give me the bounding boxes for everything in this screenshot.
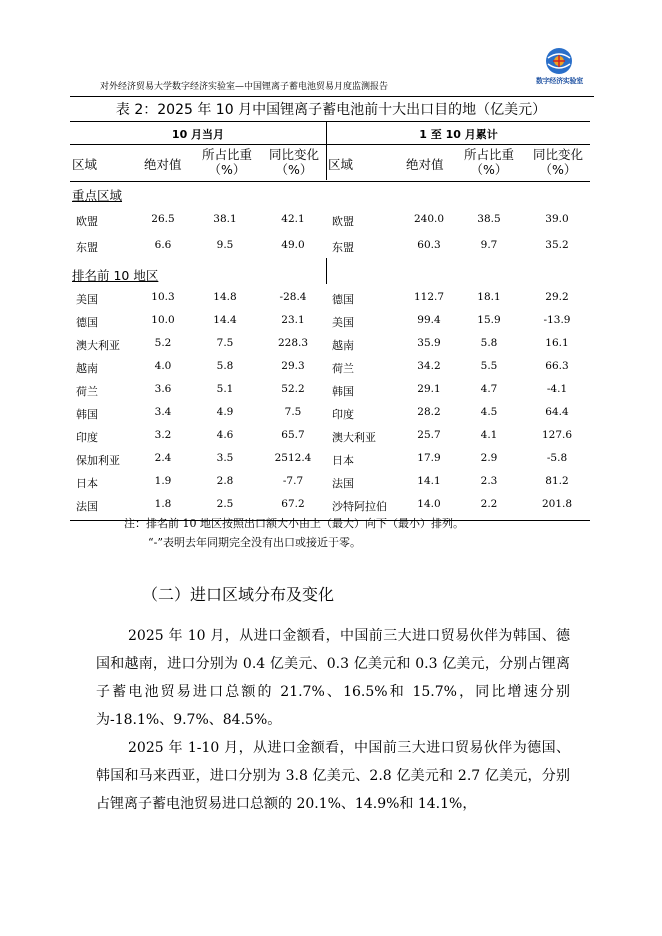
value-cell: 17.9	[417, 452, 441, 464]
group-left-header: 10 月当月	[171, 128, 225, 141]
value-cell: 35.2	[545, 239, 569, 251]
column-header-row	[70, 145, 590, 182]
region-name: 德国	[332, 293, 354, 306]
region-name: 日本	[76, 477, 98, 490]
table-row	[70, 309, 590, 332]
value-cell: 38.5	[477, 213, 501, 225]
region-name: 印度	[332, 408, 354, 421]
value-cell: 60.3	[417, 239, 441, 251]
value-cell: 42.1	[281, 213, 305, 225]
value-cell: 3.4	[154, 406, 172, 418]
value-cell: 99.4	[417, 314, 441, 326]
value-cell: 6.6	[154, 239, 172, 251]
value-cell: 34.2	[417, 360, 441, 372]
region-name: 韩国	[76, 408, 98, 421]
paragraph: 2025 年 1-10 月，从进口金额看，中国前三大进口贸易伙伴为德国、韩国和马来西亚，进口分别为 3.8 亿美元、2.8 亿美元和 2.7 亿美元，分别占锂离子蓄电池贸易进口总额的 20.1%、14.9%和 14.1%，	[96, 740, 570, 812]
value-cell: 64.4	[545, 406, 569, 418]
col-yoy: 同比变化 （%）	[532, 147, 583, 177]
col-abs: 绝对值	[406, 157, 444, 172]
value-cell: 2.9	[480, 452, 498, 464]
region-name: 法国	[76, 500, 98, 513]
table-row	[70, 424, 590, 447]
value-cell: 4.6	[216, 429, 234, 441]
region-name: 东盟	[76, 241, 98, 254]
page-header	[70, 72, 594, 97]
value-cell: 2.5	[216, 498, 234, 510]
value-cell: 2.4	[154, 452, 172, 464]
value-cell: 67.2	[281, 498, 305, 510]
paragraph: 2025 年 10 月，从进口金额看，中国前三大进口贸易伙伴为韩国、德国和越南，进口分别为 0.4 亿美元、0.3 亿美元和 0.3 亿美元，分别占锂离子蓄电池贸易进口总额的 21.7%、16.5%和 15.7%，同比增速分别为-18.1%、9.7%、84.5%。	[96, 628, 570, 728]
value-cell: -4.1	[546, 383, 568, 395]
value-cell: 2.8	[216, 475, 234, 487]
table-row	[70, 493, 590, 516]
group-right-header: 1 至 10 月累计	[419, 128, 498, 141]
value-cell: 15.9	[477, 314, 501, 326]
value-cell: 5.2	[154, 337, 172, 349]
table-row	[70, 355, 590, 378]
region-name: 欧盟	[332, 215, 354, 228]
region-name: 澳大利亚	[332, 431, 376, 444]
value-cell: 14.1	[417, 475, 441, 487]
region-name: 日本	[332, 454, 354, 467]
value-cell: 29.2	[545, 291, 569, 303]
section-row	[70, 182, 590, 208]
value-cell: 14.0	[417, 498, 441, 510]
group-header-row	[70, 122, 590, 145]
value-cell: 4.5	[480, 406, 498, 418]
value-cell: -28.4	[279, 291, 307, 303]
value-cell: 3.6	[154, 383, 172, 395]
value-cell: -7.7	[282, 475, 304, 487]
value-cell: 25.7	[417, 429, 441, 441]
region-name: 东盟	[332, 241, 354, 254]
value-cell: 9.7	[480, 239, 498, 251]
col-yoy: 同比变化 （%）	[268, 147, 319, 177]
region-name: 沙特阿拉伯	[332, 500, 387, 513]
value-cell: 5.8	[480, 337, 498, 349]
value-cell: 4.9	[216, 406, 234, 418]
region-name: 荷兰	[76, 385, 98, 398]
value-cell: 28.2	[417, 406, 441, 418]
value-cell: 1.8	[154, 498, 172, 510]
region-name: 印度	[76, 431, 98, 444]
table-title: 表 2：2025 年 10 月中国锂离子蓄电池前十大出口目的地（亿美元）	[115, 102, 547, 118]
value-cell: 4.7	[480, 383, 498, 395]
value-cell: 35.9	[417, 337, 441, 349]
region-name: 澳大利亚	[76, 339, 120, 352]
value-cell: 228.3	[277, 337, 309, 349]
value-cell: 112.7	[413, 291, 445, 303]
region-name: 越南	[76, 362, 98, 375]
value-cell: 10.3	[151, 291, 175, 303]
header-text: 对外经济贸易大学数字经济实验室—中国锂离子蓄电池贸易月度监测报告	[100, 82, 389, 92]
value-cell: 10.0	[151, 314, 175, 326]
value-cell: 14.4	[213, 314, 237, 326]
table-row	[70, 286, 590, 309]
globe-logo-icon	[544, 46, 574, 76]
value-cell: 16.1	[545, 337, 569, 349]
section-key-regions: 重点区域	[72, 188, 123, 203]
table-row	[70, 401, 590, 424]
table-row	[70, 332, 590, 355]
table-row	[70, 234, 590, 260]
value-cell: 23.1	[281, 314, 305, 326]
export-destination-table	[70, 121, 590, 521]
value-cell: 5.5	[480, 360, 498, 372]
value-cell: 29.3	[281, 360, 305, 372]
value-cell: 9.5	[216, 239, 234, 251]
col-region: 区域	[328, 157, 354, 172]
region-name: 美国	[332, 316, 354, 329]
value-cell: 81.2	[545, 475, 569, 487]
value-cell: 29.1	[417, 383, 441, 395]
region-name: 欧盟	[76, 215, 98, 228]
logo-text: 数字经济实验室	[536, 77, 583, 85]
value-cell: 2.3	[480, 475, 498, 487]
region-name: 保加利亚	[76, 454, 120, 467]
region-name: 美国	[76, 293, 98, 306]
table-note: “-”表明去年同期完全没有出口或接近于零。	[148, 536, 361, 549]
region-name: 韩国	[332, 385, 354, 398]
value-cell: 14.8	[213, 291, 237, 303]
col-abs: 绝对值	[144, 157, 182, 172]
value-cell: 52.2	[281, 383, 305, 395]
section-row	[70, 260, 590, 286]
value-cell: 66.3	[545, 360, 569, 372]
key-region-rows	[70, 208, 590, 260]
table-row	[70, 470, 590, 493]
table-note: 注：排名前 10 地区按照出口额大小由上（最大）向下（最小）排列。	[124, 517, 464, 530]
value-cell: 2.2	[480, 498, 498, 510]
value-cell: 4.1	[480, 429, 498, 441]
col-share: 所占比重 （%）	[463, 147, 514, 177]
region-name: 荷兰	[332, 362, 354, 375]
table-row	[70, 378, 590, 401]
table-row	[70, 447, 590, 470]
value-cell: 3.2	[154, 429, 172, 441]
value-cell: 127.6	[541, 429, 573, 441]
region-name: 越南	[332, 339, 354, 352]
region-name: 法国	[332, 477, 354, 490]
value-cell: 240.0	[413, 213, 445, 225]
value-cell: 26.5	[151, 213, 175, 225]
value-cell: 49.0	[281, 239, 305, 251]
top-10-rows	[70, 286, 590, 516]
section-top-10: 排名前 10 地区	[72, 268, 159, 283]
value-cell: 18.1	[477, 291, 501, 303]
value-cell: 39.0	[545, 213, 569, 225]
value-cell: 1.9	[154, 475, 172, 487]
col-region: 区域	[72, 157, 98, 172]
value-cell: -13.9	[543, 314, 571, 326]
value-cell: 5.1	[216, 383, 234, 395]
value-cell: 65.7	[281, 429, 305, 441]
lab-logo	[536, 46, 582, 94]
value-cell: 201.8	[541, 498, 573, 510]
value-cell: 2512.4	[274, 452, 312, 464]
table-row	[70, 208, 590, 234]
value-cell: 7.5	[284, 406, 302, 418]
value-cell: 38.1	[213, 213, 237, 225]
value-cell: 7.5	[216, 337, 234, 349]
value-cell: -5.8	[546, 452, 568, 464]
value-cell: 3.5	[216, 452, 234, 464]
value-cell: 4.0	[154, 360, 172, 372]
section-heading: （二）进口区域分布及变化	[142, 585, 335, 604]
col-share: 所占比重 （%）	[201, 147, 252, 177]
region-name: 德国	[76, 316, 98, 329]
value-cell: 5.8	[216, 360, 234, 372]
